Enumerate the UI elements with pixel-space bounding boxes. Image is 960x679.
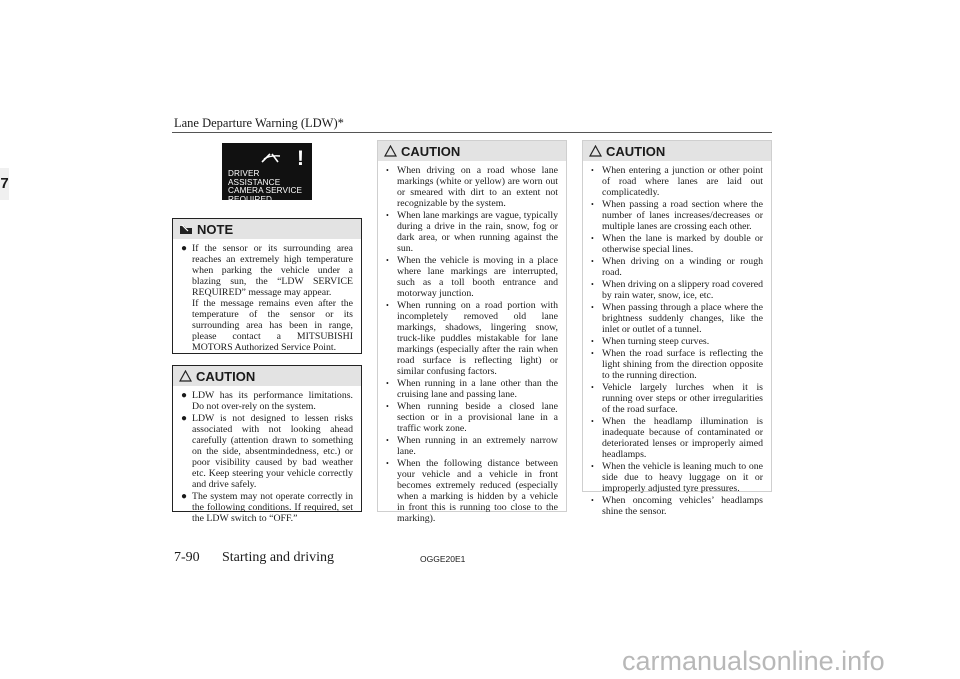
list-item: • When driving on a winding or rough road.	[591, 256, 763, 278]
bullet-icon: •	[386, 256, 389, 265]
note-box	[172, 218, 362, 354]
caution-box-right	[582, 140, 772, 517]
bullet-icon: •	[386, 459, 389, 468]
page-header-title: Lane Departure Warning (LDW)*	[174, 116, 344, 130]
list-item: • When driving on a road whose lane markings (white or yellow) are worn out or smeared with dirt to an extent not recognizable by the system.	[386, 165, 558, 209]
note-paragraph: If the sensor or its surrounding area reaches an extremely high temperature when parking the vehicle under a blazing sun, the “LDW SERVICE REQUIRED” message may appear.	[192, 243, 353, 298]
list-item: • When the lane is marked by double or otherwise special lines.	[591, 233, 763, 255]
list-item: • When turning steep curves.	[591, 336, 710, 347]
bullet-icon: •	[591, 496, 594, 505]
bullet-dot-icon: ●	[181, 243, 188, 254]
list-item: • When driving on a slippery road covered by rain water, snow, ice, etc.	[591, 279, 763, 301]
display-line: REQUIRED	[228, 194, 273, 204]
caution-label: CAUTION	[401, 143, 461, 159]
warning-triangle-icon	[179, 370, 192, 382]
bullet-icon: •	[386, 211, 389, 220]
list-item: • When running on a road portion with incompletely removed old lane markings, shadows, lingering snow, truck-like puddles mistakable for lane markings (especially after the rain when road surface is reflecting light) or similar confusing factors.	[386, 300, 558, 377]
list-item: • When lane markings are vague, typically during a drive in the rain, snow, fog or dark area, or when running against the sun.	[386, 210, 558, 254]
warning-triangle-icon	[384, 145, 397, 157]
bullet-icon: •	[386, 402, 389, 411]
bullet-icon: •	[386, 166, 389, 175]
bullet-icon: •	[591, 462, 594, 471]
note-paragraph: If the message remains even after the temperature of the sensor or its surrounding area has been in range, please contact a MITSUBISHI MOTORS Authorized Service Point.	[192, 298, 353, 353]
bullet-icon: •	[591, 303, 594, 312]
watermark: carmanualsonline.info	[622, 646, 885, 676]
list-item: • Vehicle largely lurches when it is running over steps or other irregularities of the road surface.	[591, 382, 763, 415]
note-item	[181, 243, 353, 353]
caution-header	[378, 141, 566, 161]
caution-body	[173, 386, 361, 531]
chapter-tab: 7	[0, 168, 9, 200]
bullet-dot-icon: ●	[181, 413, 188, 424]
display-line: DRIVER ASSISTANCE	[228, 169, 281, 187]
bullet-icon: •	[591, 349, 594, 358]
bullet-icon: •	[386, 436, 389, 445]
bullet-icon: •	[591, 166, 594, 175]
list-item: • When the road surface is reflecting the light shining from the direction opposite to the running direction.	[591, 348, 763, 381]
display-message	[228, 170, 312, 204]
bullet-dot-icon: ●	[181, 390, 188, 401]
document-code: OGGE20E1	[420, 554, 466, 564]
list-item: • When passing a road section where the number of lanes increases/decreases or multiple lanes are crossing each other.	[591, 199, 763, 232]
bullet-icon: •	[591, 337, 594, 346]
caution-body	[378, 161, 566, 531]
caution-header	[583, 141, 771, 161]
list-item: • When the vehicle is leaning much to one side due to heavy luggage on it or improperly adjusted tyre pressures.	[591, 461, 763, 494]
list-item: • When running in a lane other than the cruising lane and passing lane.	[386, 378, 558, 400]
list-item: • When running beside a closed lane section or in a provisional lane in a traffic work zone.	[386, 401, 558, 434]
caution-box-left	[172, 365, 362, 524]
bullet-icon: •	[591, 417, 594, 426]
list-item: • When passing through a place where the brightness suddenly changes, like the inlet or outlet of a tunnel.	[591, 302, 763, 335]
lane-departure-icon	[260, 153, 288, 163]
bullet-icon: •	[386, 379, 389, 388]
bullet-icon: •	[591, 257, 594, 266]
list-item: • When entering a junction or other point of road where lanes are laid out complicatedly.	[591, 165, 763, 198]
bullet-icon: •	[591, 383, 594, 392]
note-label: NOTE	[197, 221, 234, 237]
caution-header	[173, 366, 361, 386]
warning-display-image	[222, 143, 312, 204]
bullet-icon: •	[591, 280, 594, 289]
note-header	[173, 219, 361, 239]
page-number: 7-90	[174, 550, 200, 565]
list-item: ● LDW has its performance limitations. Do not over-rely on the system.	[181, 390, 353, 412]
note-icon	[179, 224, 193, 235]
caution-label: CAUTION	[606, 143, 666, 159]
section-name: Starting and driving	[222, 550, 334, 565]
exclamation-icon: !	[297, 147, 304, 170]
list-item: • When the following distance between your vehicle and a vehicle in front becomes extremely reduced (especially when a marking is hidden by a vehicle in front this is running too close to the marking).	[386, 458, 558, 524]
list-item: ● LDW is not designed to lessen risks associated with not looking ahead carefully (attention drawn to something on the side, absentmindedness, etc.) or poor visibility caused by bad weather etc. Keep steering your vehicle correctly and drive safely.	[181, 413, 353, 490]
list-item: ● The system may not operate correctly in the following conditions. If required, set the LDW switch to “OFF.”	[181, 491, 353, 524]
warning-triangle-icon	[589, 145, 602, 157]
list-item: • When the headlamp illumination is inadequate because of contaminated or deteriorated lenses or improperly aimed headlamps.	[591, 416, 763, 460]
bullet-dot-icon: ●	[181, 491, 188, 502]
note-body	[173, 239, 361, 360]
caution-label: CAUTION	[196, 368, 256, 384]
bullet-icon: •	[386, 301, 389, 310]
header-divider	[172, 132, 772, 133]
list-item: • When oncoming vehicles’ headlamps shine the sensor.	[591, 495, 763, 517]
bullet-icon: •	[591, 200, 594, 209]
list-item: • When running in an extremely narrow lane.	[386, 435, 558, 457]
bullet-icon: •	[591, 234, 594, 243]
list-item: • When the vehicle is moving in a place where lane markings are interrupted, such as a toll booth entrance and motorway junction.	[386, 255, 558, 299]
caution-body	[583, 161, 771, 524]
display-line: CAMERA SERVICE	[228, 186, 303, 195]
caution-box-middle	[377, 140, 567, 524]
